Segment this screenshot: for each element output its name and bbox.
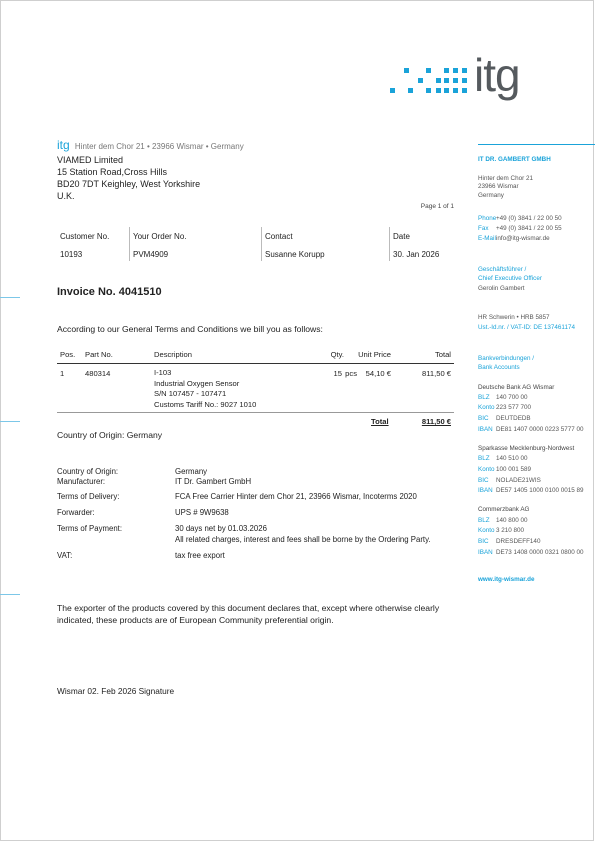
email-label: E-Mail <box>478 235 496 242</box>
bank-row <box>478 538 540 546</box>
sidebar-vat-id: Ust.-Id.nr. / VAT-ID: DE 137461174 <box>478 324 575 331</box>
meta-header-date: Date <box>390 227 455 243</box>
items-total-row <box>57 412 454 428</box>
bank-value: NOLADE21WIS <box>496 477 541 484</box>
bank-value: 140 510 00 <box>496 455 528 462</box>
bank-key: BLZ <box>478 455 490 462</box>
meta-customer-no: 10193 <box>60 249 83 259</box>
detail-label: Terms of Payment: <box>57 524 122 533</box>
phone-label: Phone <box>478 215 497 222</box>
fax-value: +49 (0) 3841 / 22 00 55 <box>496 225 562 232</box>
bank-key: Konto <box>478 404 495 411</box>
detail-value: All related charges, interest and fees shall be borne by the Ordering Party. <box>175 535 431 544</box>
item-desc-line: I-103 <box>154 368 172 377</box>
bank-key: IBAN <box>478 487 493 494</box>
sender-address-line <box>57 138 244 152</box>
meta-header-row <box>57 227 454 243</box>
meta-header-contact: Contact <box>262 227 390 243</box>
meta-header-order-no: Your Order No. <box>130 227 262 243</box>
bank-row <box>478 487 584 495</box>
sidebar-phone <box>478 215 562 223</box>
sidebar-email <box>478 235 550 243</box>
signature-line: Wismar 02. Feb 2026 Signature <box>57 686 175 696</box>
bank-row <box>478 527 524 535</box>
bank-key: BLZ <box>478 394 490 401</box>
origin-declaration: The exporter of the products covered by this document declares that, except where otherwise clearly indicated, these products are of European Community preferential origin. <box>57 603 440 625</box>
bank-row <box>478 415 531 423</box>
itg-logo-wordmark: itg <box>474 49 520 101</box>
item-desc-line: S/N 107457 - 107471 <box>154 389 227 398</box>
bank-value: 140 700 00 <box>496 394 528 401</box>
bank-value: 140 800 00 <box>496 517 528 524</box>
sidebar-address-line: Germany <box>478 192 504 199</box>
bank-row <box>478 426 584 434</box>
detail-value: IT Dr. Gambert GmbH <box>175 477 252 486</box>
detail-value: 30 days net by 01.03.2026 <box>175 524 267 533</box>
total-value: 811,50 € <box>421 417 451 426</box>
bank-value: DRESDEFF140 <box>496 538 541 545</box>
invoice-title: Invoice No. 4041510 <box>57 286 162 298</box>
bank-value: DEUTDEDB <box>496 415 531 422</box>
sidebar-bank-heading: Bankverbindungen / <box>478 355 535 362</box>
bank-name: Deutsche Bank AG Wismar <box>478 384 555 391</box>
meta-order-no: PVM4909 <box>130 243 262 261</box>
bank-value: DE73 1408 0000 0321 0800 00 <box>496 549 584 556</box>
bank-key: BIC <box>478 538 489 545</box>
recipient-line: U.K. <box>57 191 75 201</box>
bank-key: IBAN <box>478 426 493 433</box>
items-header-qty: Qty. <box>330 350 344 359</box>
items-header-desc: Description <box>154 350 192 359</box>
intro-text: According to our General Terms and Conditions we bill you as follows: <box>57 324 323 334</box>
bank-key: Konto <box>478 466 495 473</box>
sidebar-address-line: Hinter dem Chor 21 <box>478 175 533 182</box>
fax-label: Fax <box>478 225 489 232</box>
sidebar-rule <box>478 144 595 145</box>
bank-row <box>478 404 531 412</box>
meta-value-row <box>57 243 454 261</box>
detail-label: Terms of Delivery: <box>57 492 120 501</box>
bank-key: BIC <box>478 415 489 422</box>
meta-date: 30. Jan 2026 <box>390 243 455 261</box>
sender-address: Hinter dem Chor 21 • 23966 Wismar • Germany <box>74 142 244 151</box>
fold-mark-top <box>0 297 20 298</box>
detail-label: Manufacturer: <box>57 477 106 486</box>
item-qty: 15 <box>333 369 342 378</box>
sidebar-fax <box>478 225 562 233</box>
bank-value: 100 001 589 <box>496 466 532 473</box>
detail-label: VAT: <box>57 551 73 560</box>
bank-row <box>478 455 528 463</box>
sidebar-company: IT DR. GAMBERT GMBH <box>478 156 551 163</box>
sender-logo-small: itg <box>57 138 70 152</box>
table-row <box>57 368 454 414</box>
bank-key: BLZ <box>478 517 490 524</box>
items-header-total: Total <box>434 350 451 359</box>
item-pos: 1 <box>60 369 65 378</box>
order-meta-table <box>57 227 454 261</box>
bank-value: DE57 1405 1000 0100 0015 89 <box>496 487 584 494</box>
item-unit-price: 54,10 € <box>365 369 391 378</box>
sidebar-address-line: 23966 Wismar <box>478 183 519 190</box>
detail-value: tax free export <box>175 551 225 560</box>
fold-mark-middle <box>0 421 20 422</box>
recipient-line: VIAMED Limited <box>57 155 124 165</box>
bank-row <box>478 466 531 474</box>
sidebar-ceo: Gerolin Gambert <box>478 285 525 292</box>
detail-value: FCA Free Carrier Hinter dem Chor 21, 23966 Wismar, Incoterms 2020 <box>175 492 417 501</box>
detail-value: UPS # 9W9638 <box>175 508 229 517</box>
meta-contact: Susanne Korupp <box>262 243 390 261</box>
total-label: Total <box>371 417 389 426</box>
bank-row <box>478 477 541 485</box>
country-of-origin: Country of Origin: Germany <box>57 430 163 440</box>
items-header-row <box>57 349 454 364</box>
sidebar-register: HR Schwerin • HRB 5857 <box>478 314 550 321</box>
recipient-line: BD20 7DT Keighley, West Yorkshire <box>57 179 201 189</box>
meta-header-customer-no: Customer No. <box>60 231 110 241</box>
sidebar-website[interactable]: www.itg-wismar.de <box>478 576 535 583</box>
detail-label: Country of Origin: <box>57 467 119 476</box>
bank-name: Commerzbank AG <box>478 506 530 513</box>
bank-row <box>478 517 528 525</box>
item-total: 811,50 € <box>422 369 451 378</box>
item-description <box>154 368 256 410</box>
detail-value: Germany <box>175 467 208 476</box>
fold-mark-bottom <box>0 594 20 595</box>
sidebar-ceo-heading: Chief Executive Officer <box>478 275 542 282</box>
item-unit: pcs <box>345 369 357 378</box>
bank-value: 223 577 700 <box>496 404 532 411</box>
sidebar-ceo-heading: Geschäftsführer / <box>478 266 527 273</box>
recipient-line: 15 Station Road,Cross Hills <box>57 167 168 177</box>
items-header-pos: Pos. <box>60 350 76 359</box>
page-info: Page 1 of 1 <box>420 203 454 210</box>
bank-row <box>478 549 584 557</box>
bank-key: BIC <box>478 477 489 484</box>
items-header-unit-price: Unit Price <box>358 350 391 359</box>
bank-key: Konto <box>478 527 495 534</box>
sidebar-bank-heading: Bank Accounts <box>478 364 520 371</box>
item-desc-line: Customs Tariff No.: 9027 1010 <box>154 399 257 409</box>
detail-label: Forwarder: <box>57 508 95 517</box>
phone-value: +49 (0) 3841 / 22 00 50 <box>496 215 562 222</box>
itg-logo-dots-icon <box>390 66 470 102</box>
email-value[interactable]: info@itg-wismar.de <box>496 235 550 242</box>
recipient-address <box>57 154 200 202</box>
bank-value: 3 210 800 <box>496 527 525 534</box>
bank-row <box>478 394 528 402</box>
bank-name: Sparkasse Mecklenburg-Nordwest <box>478 445 575 452</box>
bank-key: IBAN <box>478 549 493 556</box>
items-header-part: Part No. <box>85 350 113 359</box>
item-desc-line: Industrial Oxygen Sensor <box>154 378 240 388</box>
bank-value: DE81 1407 0000 0223 5777 00 <box>496 426 584 433</box>
item-part-no: 480314 <box>85 369 111 378</box>
